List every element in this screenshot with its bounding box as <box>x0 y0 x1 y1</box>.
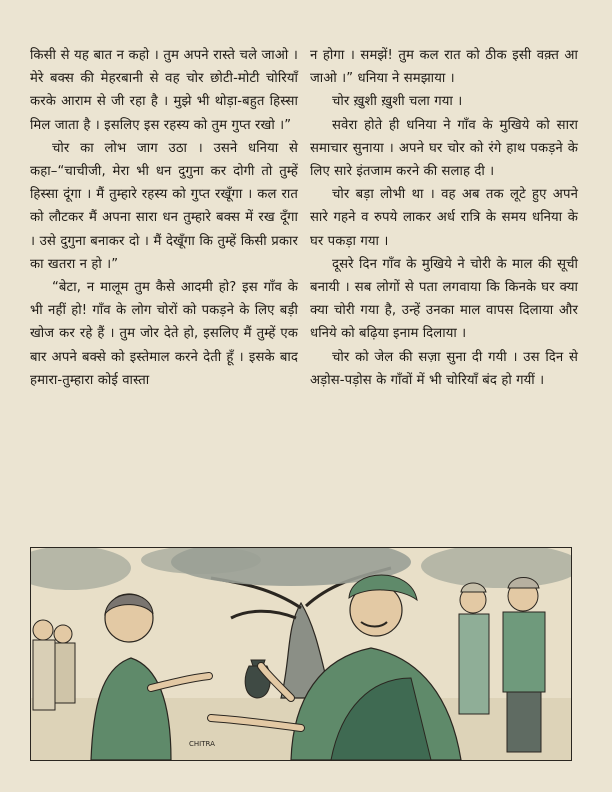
paragraph: चोर को जेल की सज़ा सुना दी गयी । उस दिन से अड़ोस-पड़ोस के गाँवों में भी चोरियाँ बंद हो गयीं । <box>310 349 578 388</box>
story-left-column <box>30 44 298 392</box>
illustration-drawing <box>31 548 571 760</box>
villagers-left <box>33 620 75 710</box>
paragraph: चोर का लोभ जाग उठा । उसने धनिया से कहा–“चाचीजी, मेरा भी धन दुगुना कर दोगी तो तुम्हें हिस्सा दूंगा । मैं तुम्हारे रहस्य को गुप्त रखूँगा । कल रात को लौटकर मैं अपना सारा धन तुम्हारे बक्स में रख दूँगा । उसे दुगुना बनाकर दो । मैं देखूँगा कि तुम्हें किसी प्रकार का खतरा न हो ।” <box>30 140 298 272</box>
paragraph: चोर ख़ुशी ख़ुशी चला गया । <box>332 94 463 110</box>
paragraph: चोर बड़ा लोभी था । वह अब तक लूटे हुए अपने सारे गहने व रुपये लाकर अर्ध रात्रि के समय धनिया के घर पकड़ा गया । <box>310 187 578 249</box>
story-illustration <box>30 547 572 761</box>
paragraph: सवेरा होते ही धनिया ने गाँव के मुखिये को सारा समाचार सुनाया । अपने घर चोर को रंगे हाथ पकड़ने के लिए सारे इंतजाम करने की सलाह दी । <box>310 117 578 180</box>
paragraph: “बेटा, न मालूम तुम कैसे आदमी हो? इस गाँव के भी नहीं हो! गाँव के लोग चोरों को पकड़ने के लिए बड़ी खोज कर रहे हैं । तुम जोर देते हो, इसलिए मैं तुम्हें एक बार अपने बक्से को इस्तेमाल करने देती हूँ । इसके बाद हमारा-तुम्हारा कोई वास्ता <box>30 280 298 388</box>
paragraph: किसी से यह बात न कहो । तुम अपने रास्ते चले जाओ । मेरे बक्स की मेहरबानी से वह चोर छोटी-मोटी चोरियाँ करके आराम से जी रहा है । मुझे भी थोड़ा-बहुत हिस्सा मिल जाता है । इसलिए इस रहस्य को तुम गुप्त रखो ।” <box>30 48 298 133</box>
paragraph: न होगा । समझें! तुम कल रात को ठीक इसी वक़्त आ जाओ ।” धनिया ने समझाया । <box>310 48 578 87</box>
paragraph: दूसरे दिन गाँव के मुखिये ने चोरी के माल की सूची बनायी । सब लोगों से पता लगवाया कि किनके घर क्या क्या चोरी गया है, उन्हें उनका माल वापस दिलाया और धनिये को बढ़िया इनाम दिलाया । <box>310 256 578 342</box>
artist-signature: CHITRA <box>189 740 215 748</box>
story-right-column <box>310 44 578 392</box>
